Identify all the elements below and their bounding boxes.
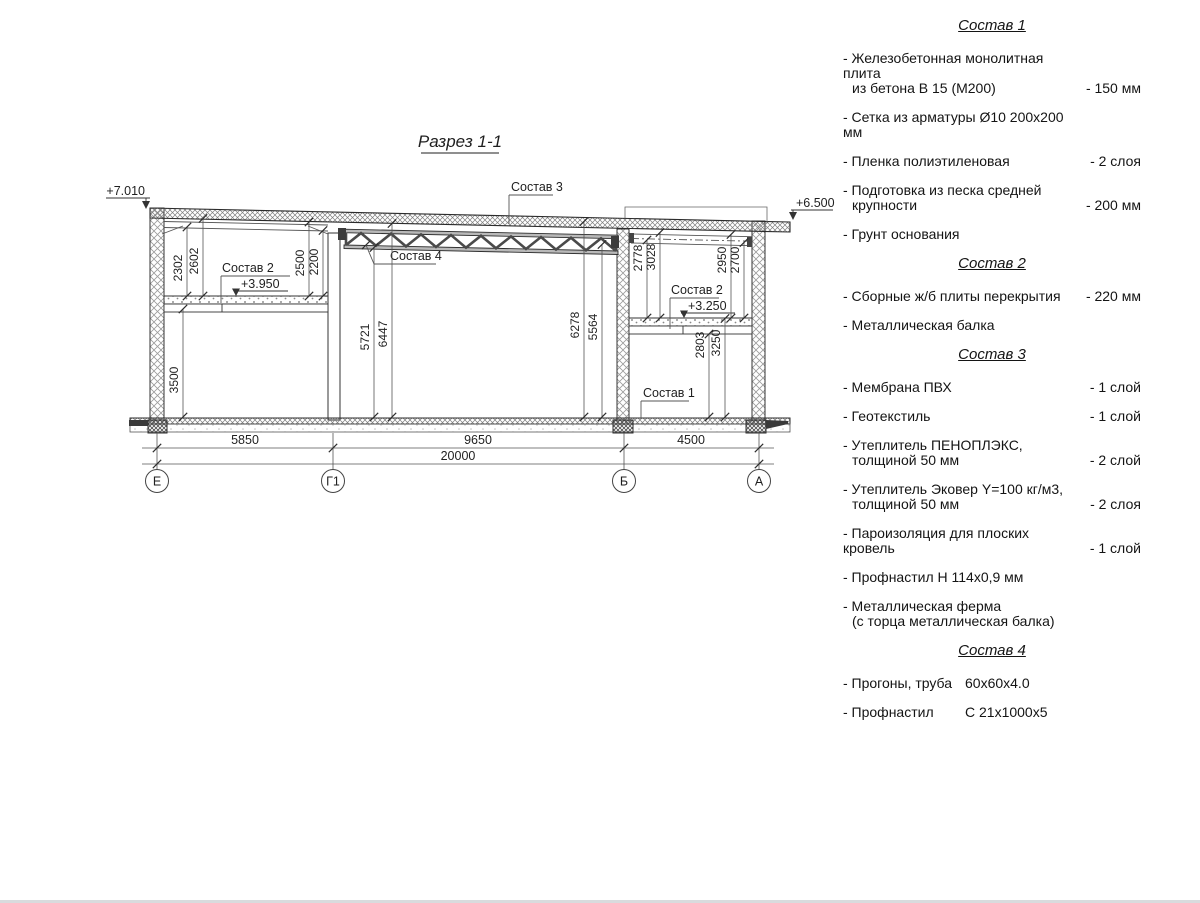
legend-item — [843, 676, 1141, 691]
legend-item — [843, 409, 1141, 424]
legend-item-label: - Утеплитель ПЕНОПЛЭКС, толщиной 50 мм — [843, 437, 1023, 468]
elevation-roof-right — [789, 196, 835, 220]
legend-item-value: - 150 мм — [1085, 80, 1141, 96]
ground-floor-slab — [130, 418, 790, 432]
layers-legend — [843, 12, 1141, 734]
section-title: Разрез 1-1 — [417, 132, 503, 151]
legend-item-label: - Сборные ж/б плиты перекрытия — [843, 288, 1061, 304]
dim-label: 2500 — [293, 249, 307, 277]
legend-item-label: - Геотекстиль — [843, 408, 931, 424]
legend-section-2 — [843, 256, 1141, 333]
wall-axis-g1 — [328, 233, 340, 420]
legend-item-label: - Железобетонная монолитная плита из бетона В 15 (М200) — [843, 50, 1044, 96]
elevation-label: +3.250 — [688, 299, 727, 313]
wall-axis-a — [752, 221, 765, 420]
elevation-label: +7.010 — [106, 184, 145, 198]
legend-section-title: Состав 4 — [958, 642, 1026, 659]
right-room-ceiling-slab — [629, 318, 752, 334]
legend-item — [843, 110, 1141, 140]
legend-section-title: Состав 1 — [958, 17, 1026, 34]
callout-label: Состав 2 — [222, 261, 274, 275]
legend-item — [843, 482, 1141, 512]
callout-label: Состав 3 — [511, 180, 563, 194]
legend-item — [843, 51, 1141, 96]
legend-item-value: - 1 слой — [1089, 408, 1141, 424]
legend-item-label: - Профнастил — [843, 704, 934, 720]
legend-item-value: - 1 слой — [1089, 540, 1141, 556]
callout-sostav1 — [641, 386, 695, 419]
legend-section-1 — [843, 18, 1141, 242]
axis-label-e: Е — [152, 474, 162, 489]
dim-label: 5721 — [358, 323, 372, 351]
legend-item — [843, 438, 1141, 468]
dim-label: 5564 — [586, 313, 600, 341]
legend-items — [843, 676, 1141, 720]
legend-item-value: - 2 слой — [1089, 452, 1141, 468]
callout-label: Состав 1 — [643, 386, 695, 400]
legend-section-title: Состав 2 — [958, 255, 1026, 272]
legend-item-value: С 21х1000х5 — [965, 704, 1048, 720]
axis-label-g1: Г1 — [326, 474, 340, 489]
legend-item-label: - Прогоны, труба — [843, 675, 953, 691]
legend-item-label: - Металлическая ферма (с торца металлическая балка) — [843, 598, 1055, 629]
legend-item-value: 60х60х4.0 — [965, 675, 1030, 691]
elevation-slab-left — [232, 277, 288, 296]
dim-label: 5850 — [231, 433, 259, 447]
legend-item — [843, 318, 1141, 333]
legend-item — [843, 705, 1141, 720]
legend-item-label: - Подготовка из песка средней крупности — [843, 182, 1042, 213]
axis-bubbles — [146, 470, 771, 493]
legend-item — [843, 599, 1141, 629]
legend-items — [843, 289, 1141, 333]
legend-item-label: - Сетка из арматуры Ø10 200х200 мм — [843, 109, 1064, 140]
dim-label: 20000 — [440, 449, 476, 463]
dim-label: 3028 — [644, 243, 658, 271]
legend-item — [843, 289, 1141, 304]
legend-items — [843, 380, 1141, 629]
dim-label: 6278 — [568, 311, 582, 339]
legend-item-label: - Утеплитель Эковер Y=100 кг/м3, толщиной 50 мм — [843, 481, 1064, 512]
legend-item-value: - 2 слоя — [1090, 496, 1141, 512]
legend-item-label: - Пленка полиэтиленовая — [843, 153, 1010, 169]
legend-item-label: - Грунт основания — [843, 226, 960, 242]
dim-label: 2302 — [171, 254, 185, 282]
dim-label: 3250 — [709, 329, 723, 357]
legend-item — [843, 526, 1141, 556]
callout-label: Состав 2 — [671, 283, 723, 297]
dim-label: 3500 — [167, 366, 181, 394]
legend-section-4 — [843, 643, 1141, 720]
legend-item — [843, 227, 1141, 242]
legend-item-value: - 2 слоя — [1090, 153, 1141, 169]
dim-label: 2700 — [728, 246, 742, 274]
legend-item-label: - Металлическая балка — [843, 317, 995, 333]
dim-label: 2778 — [631, 244, 645, 272]
legend-item — [843, 183, 1141, 213]
legend-item-value: - 220 мм — [1085, 288, 1141, 304]
legend-item-value: - 200 мм — [1085, 197, 1141, 213]
dim-label: 2602 — [187, 247, 201, 275]
elevation-label: +6.500 — [796, 196, 835, 210]
legend-item-label: - Пароизоляция для плоских кровель — [843, 525, 1030, 556]
dim-label: 6447 — [376, 320, 390, 348]
axis-label-a: А — [754, 474, 764, 489]
roof-truss — [338, 228, 619, 255]
wall-axis-e — [150, 208, 164, 420]
elevation-roof-left — [106, 184, 150, 209]
legend-section-title: Состав 3 — [958, 346, 1026, 363]
legend-item-label: - Профнастил Н 114х0,9 мм — [843, 569, 1024, 585]
legend-item — [843, 154, 1141, 169]
left-room-ceiling-slab — [164, 296, 328, 312]
dim-label: 9650 — [464, 433, 492, 447]
drawing-title — [418, 132, 502, 153]
callout-label: Состав 4 — [390, 249, 442, 263]
legend-item-value: - 1 слой — [1089, 379, 1141, 395]
elevation-label: +3.950 — [241, 277, 280, 291]
axis-label-b: Б — [619, 474, 629, 489]
legend-item-label: - Мембрана ПВХ — [843, 379, 952, 395]
legend-items — [843, 51, 1141, 242]
dim-label: 2200 — [307, 248, 321, 276]
dim-label: 2950 — [715, 246, 729, 274]
legend-item — [843, 570, 1141, 585]
wall-axis-b — [617, 229, 629, 420]
dim-label: 2803 — [693, 331, 707, 359]
elevation-slab-right — [680, 299, 735, 318]
legend-section-3 — [843, 347, 1141, 629]
dim-label: 4500 — [677, 433, 705, 447]
legend-item — [843, 380, 1141, 395]
roof-slab — [150, 208, 790, 232]
